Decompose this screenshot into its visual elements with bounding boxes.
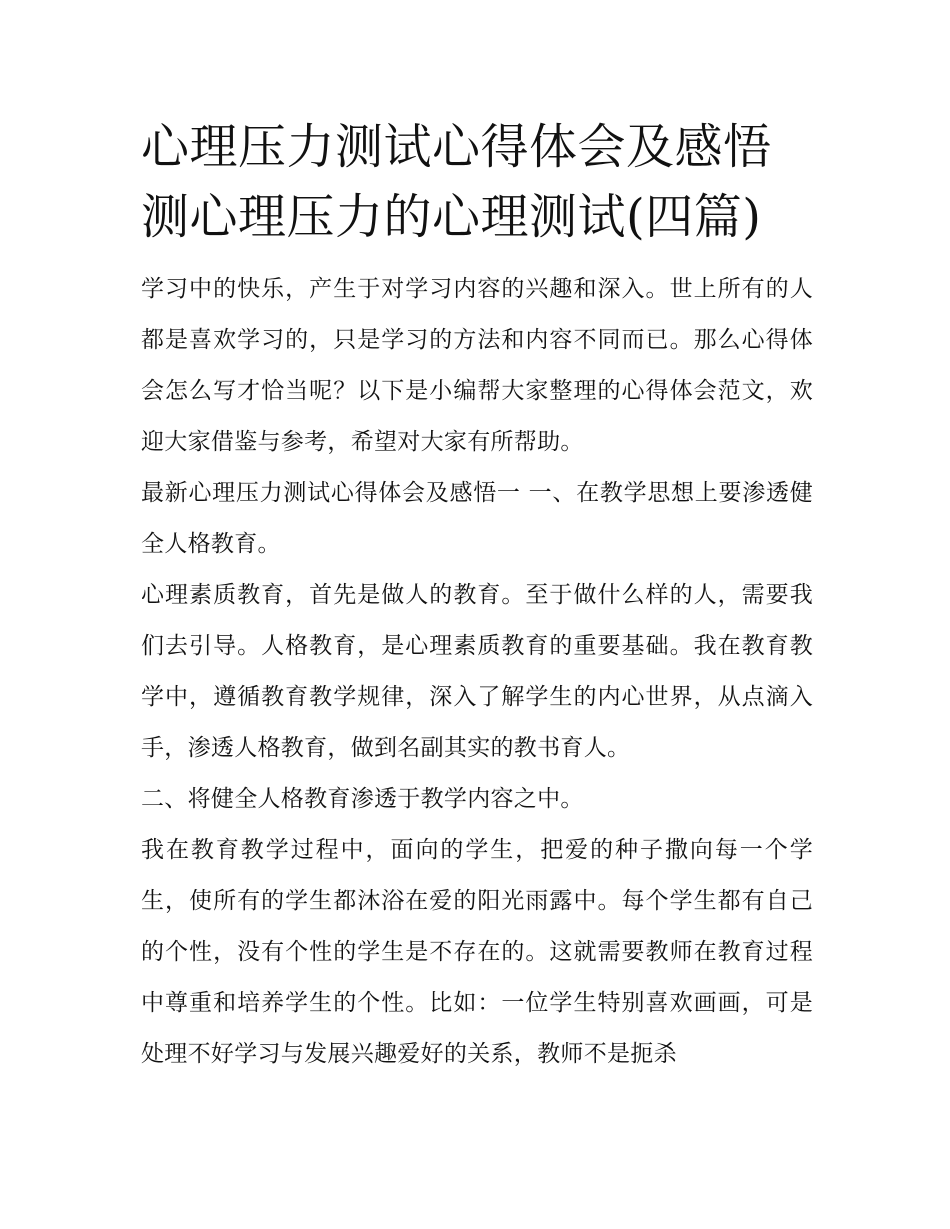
document-page <box>141 112 813 1080</box>
paragraph-section-two: 二、将健全人格教育渗透于教学内容之中。 <box>141 786 584 812</box>
paragraph-psychological-quality: 心理素质教育，首先是做人的教育。至于做什么样的人，需要我们去引导。人格教育，是心理素质教育的重要基础。我在教育教学中，遵循教育教学规律，深入了解学生的内心世界，从点滴入手，渗透人格教育，做到名副其实的教书育人。 <box>141 582 813 761</box>
paragraph-teaching-process: 我在教育教学过程中，面向的学生，把爱的种子撒向每一个学生，使所有的学生都沐浴在爱的阳光雨露中。每个学生都有自己的个性，没有个性的学生是不存在的。这就需要教师在教育过程中尊重和培养学生的个性。比如：一位学生特别喜欢画画，可是处理不好学习与发展兴趣爱好的关系，教师不是扼杀 <box>141 837 813 1067</box>
paragraph-section-one: 最新心理压力测试心得体会及感悟一 一、在教学思想上要渗透健全人格教育。 <box>141 480 813 557</box>
paragraph-intro: 学习中的快乐，产生于对学习内容的兴趣和深入。世上所有的人都是喜欢学习的，只是学习的方法和内容不同而已。那么心得体会怎么写才恰当呢？以下是小编帮大家整理的心得体会范文，欢迎大家借鉴与参考，希望对大家有所帮助。 <box>141 276 813 455</box>
document-title: 心理压力测试心得体会及感悟测心理压力的心理测试(四篇) <box>141 119 772 245</box>
